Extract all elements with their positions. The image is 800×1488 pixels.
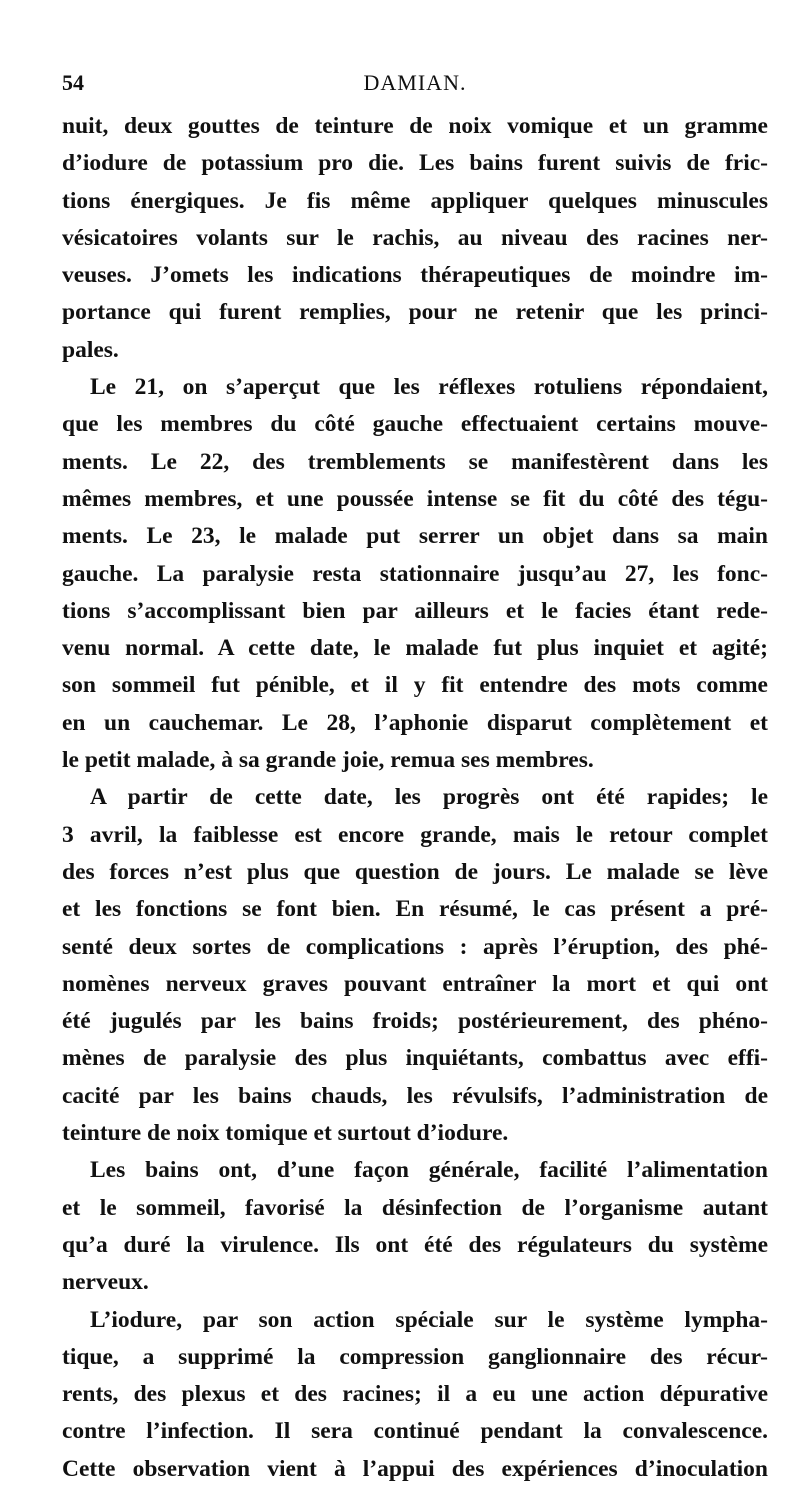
text-line: que les membres du côté gauche effectuaient certains mouve- [62, 411, 768, 438]
text-line: pales. [62, 336, 119, 363]
page-number: 54 [62, 70, 84, 95]
text-line: tique, a supprimé la compression ganglionnaire des récur- [62, 1343, 768, 1370]
text-line: teinture de noix tomique et surtout d’iodure. [62, 1120, 509, 1147]
text-line: 3 avril, la faiblesse est encore grande, mais le retour complet [62, 821, 768, 848]
text-line: nuit, deux gouttes de teinture de noix vomique et un gramme [62, 113, 768, 139]
text-line: nomènes nerveux graves pouvant entraîner la mort et qui ont [62, 970, 768, 997]
text-line: portance qui furent remplies, pour ne retenir que les princi- [62, 299, 768, 326]
text-line: tions énergiques. Je fis même appliquer quelques minuscules [62, 187, 768, 214]
text-line: vésicatoires volants sur le rachis, au niveau des racines ner- [62, 224, 768, 251]
paragraph-first-line: Le 21, on s’aperçut que les réflexes rotuliens répondaient, [90, 374, 768, 401]
text-line: ments. Le 22, des tremblements se manifestèrent dans les [62, 448, 768, 475]
text-line: veuses. J’omets les indications thérapeutiques de moindre im- [62, 262, 768, 289]
text-line: son sommeil fut pénible, et il y fit entendre des mots comme [62, 672, 768, 699]
text-line: rents, des plexus et des racines; il a eu une action dépurative [62, 1381, 768, 1408]
text-line: été jugulés par les bains froids; postérieurement, des phéno- [62, 1008, 768, 1035]
text-line: ments. Le 23, le malade put serrer un objet dans sa main [62, 523, 768, 550]
text-line: cacité par les bains chauds, les révulsifs, l’administration de [62, 1082, 768, 1109]
running-header [62, 68, 768, 98]
text-line: le petit malade, à sa grande joie, remua ses membres. [62, 747, 594, 774]
running-title: DAMIAN. [363, 70, 467, 95]
paragraph-first-line: A partir de cette date, les progrès ont été rapides; le [90, 784, 768, 811]
body-text [62, 108, 768, 1488]
text-line: gauche. La paralysie resta stationnaire jusqu’au 27, les fonc- [62, 560, 768, 587]
paragraph-first-line: L’iodure, par son action spéciale sur le système lympha- [90, 1306, 768, 1333]
text-line: des forces n’est plus que question de jours. Le malade se lève [62, 858, 768, 885]
text-line: contre l’infection. Il sera continué pendant la convalescence. [62, 1418, 768, 1445]
text-line: en un cauchemar. Le 28, l’aphonie disparut complètement et [62, 709, 768, 736]
text-line: Cette observation vient à l’appui des expériences d’inoculation [62, 1455, 768, 1482]
text-line: venu normal. A cette date, le malade fut plus inquiet et agité; [62, 635, 768, 662]
text-line: nerveux. [62, 1269, 149, 1296]
text-line: senté deux sortes de complications : après l’éruption, des phé- [62, 933, 768, 960]
text-line: mêmes membres, et une poussée intense se fit du côté des tégu- [62, 485, 768, 512]
paragraph-first-line: Les bains ont, d’une façon générale, facilité l’alimentation [90, 1157, 768, 1184]
text-line: tions s’accomplissant bien par ailleurs et le facies étant rede- [62, 597, 768, 624]
text-line: et le sommeil, favorisé la désinfection de l’organisme autant [62, 1194, 768, 1221]
text-line: d’iodure de potassium pro die. Les bains furent suivis de fric- [62, 150, 768, 177]
text-line: mènes de paralysie des plus inquiétants, combattus avec effi- [62, 1045, 768, 1072]
text-line: qu’a duré la virulence. Ils ont été des régulateurs du système [62, 1231, 768, 1258]
text-line: et les fonctions se font bien. En résumé, le cas présent a pré- [62, 896, 768, 923]
